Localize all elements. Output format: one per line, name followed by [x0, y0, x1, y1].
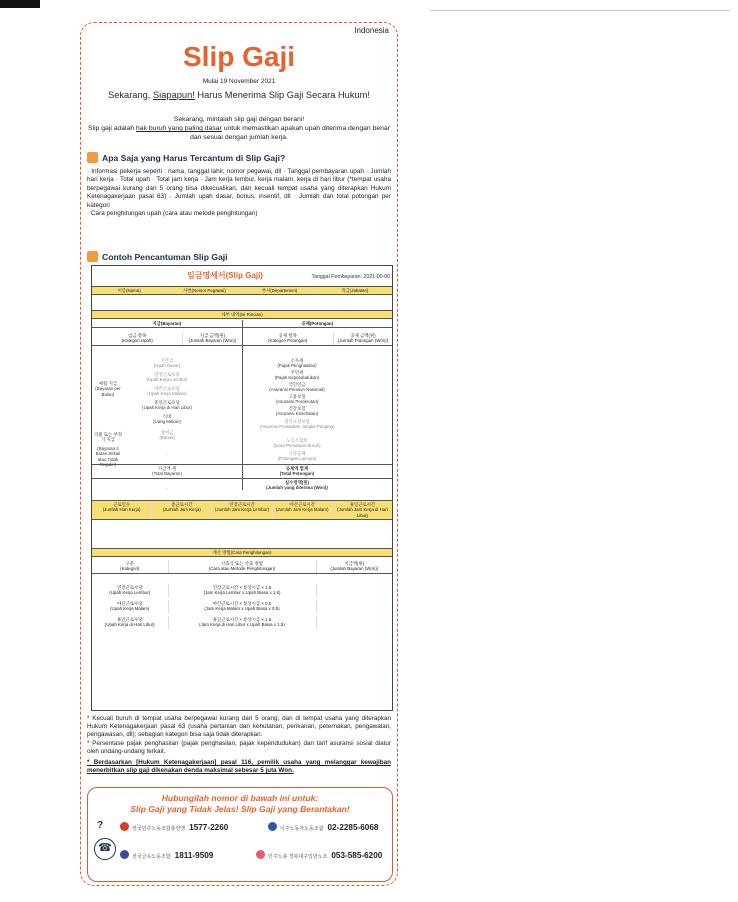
- empty-value: -: [166, 486, 168, 491]
- pay-heading: 지급(Bayaran): [92, 320, 243, 327]
- deduction-item: 고용보험 (Asuransi Perekrutan): [275, 394, 319, 405]
- pay-item: 야간근로수당 (Upah Kerja Malam): [147, 386, 187, 397]
- calc-cell: [317, 584, 393, 597]
- info-cell: 사번(Nomor Pegawai): [167, 287, 242, 294]
- org-name: 전국민주노동조합총연맹: [132, 826, 186, 832]
- calc-cell: [317, 616, 393, 629]
- page-title: Slip Gaji: [182, 41, 296, 72]
- pay-item: 휴일근로수당 (Upah Kerja di Hari Libur): [142, 400, 192, 411]
- deduction-heading: 공제(Potongan): [301, 321, 334, 326]
- union-logo-icon: [120, 850, 129, 859]
- deduction-item: 국민연금 (Asuransi Pensiun Nasional): [269, 382, 325, 393]
- section-heading-example: [87, 251, 228, 262]
- hours-cell: 휴일근로시간 (Jumlah Jam Kerja di Hari Libur): [337, 502, 388, 518]
- hotline-line-1: Hubungilah nomor di bawah ini untuk:: [161, 793, 319, 803]
- divider: [92, 478, 392, 479]
- empty-value: -: [166, 451, 168, 456]
- calc-row: [92, 584, 392, 597]
- deduction-item: 소득세 (Pajak Penghasilan): [277, 358, 317, 369]
- calc-cell: 연장근로시간 × 통상시급 × 1.5 (Jam Kerja Lembur x Upah Biasa x 1.5): [169, 584, 317, 597]
- hours-cell: 총근로시간 (Jumlah Jam Kerja): [152, 501, 212, 519]
- deduction-item: 기타공제 (Potongan Lainnya): [277, 451, 317, 462]
- calc-col: 구분 (Kategori): [92, 560, 169, 573]
- calc-cell: [317, 600, 393, 613]
- intro: [87, 115, 391, 142]
- pay-item: 상여금 (Bonus): [159, 430, 175, 441]
- pay-item: 기본급 (Upah Dasar): [153, 358, 181, 369]
- effective-date: Mulai 19 November 2021: [202, 78, 276, 85]
- hours-row: [92, 500, 392, 520]
- checklist-icon: [87, 152, 98, 163]
- net-pay: 실수령액(원) (Jumlah yang diterima (Won)): [266, 480, 328, 491]
- leaflet: [80, 22, 398, 886]
- example-payslip: [91, 265, 393, 711]
- org-contact: [256, 850, 382, 860]
- intro-pre: Slip gaji adalah: [88, 125, 137, 132]
- calc-heading-row: [92, 548, 392, 557]
- calc-cell: 휴일근로수당 (Upah Kerja di Hari Libur): [92, 616, 169, 629]
- payment-date: Tanggal Pembayaran: 2021-00-00: [311, 274, 390, 280]
- divider: [92, 464, 392, 465]
- hours-cell: 연장근로시간 (Jumlah Jam Kerja Lembur): [212, 501, 272, 519]
- legal-note: * Berdasarkan [Hukum Ketenagakerjaan] pasal 116, pemilik usaha yang melanggar kewajiban menerbitkan slip gaji dikenakan denda maksimal sebesar 5 juta Won.: [87, 759, 391, 775]
- footnote: * Kecuali buruh di tempat usaha berpegawai kurang dari 5 orang, dan di tempat usaha yang diterapkan Hukum Ketenagakerjaan pasal 63 (usaha pertanian dan kehutanan, perikanan, peternakan, pengawalan, pengawasan, dll); sebagian kategori bisa saja tidak diterapkan.: [87, 715, 391, 739]
- intro-post: untuk memastikan apakah upah diterima dengan benar dan sesuai dengan jumlah kerja.: [190, 125, 390, 141]
- hotline-box: [87, 787, 393, 882]
- intro-emphasis: hak buruh yang paling dasar: [136, 125, 222, 132]
- section-heading-contents: [87, 152, 285, 163]
- phone-icon: ☎: [94, 838, 116, 860]
- org-name: 이주노동자노동조합: [280, 826, 324, 832]
- corner-mark: [0, 0, 40, 8]
- language-label: Indonesia: [354, 26, 389, 35]
- org-contact: [120, 822, 228, 832]
- info-row: [92, 286, 392, 295]
- calc-cell: 휴일근로시간 × 통상시급 × 1.5 (Jam Kerja di Hari Libur x Upah Biasa x 1.5): [169, 616, 317, 629]
- calc-col: 지급액(원) (Jumlah Bayaran (Won)): [330, 561, 379, 572]
- info-cell: 이름(Nama): [92, 287, 167, 294]
- pay-item: 식대 (Uang Makan): [153, 414, 181, 425]
- col-head: 지급 금액(원) (Jumlah Bayaran (Won)): [183, 332, 242, 345]
- list-item: · Cara penghitungan upah (cara atau metode penghitungan): [87, 210, 258, 218]
- org-contact: [268, 822, 378, 832]
- org-name: 민주노총 경북대구일반노조: [268, 854, 328, 860]
- irregular-desc: (Bayaran 2 Bulan Sekali atau Tidak: [95, 446, 121, 462]
- total-pay: 지급액 계 (Total Bayaran): [152, 466, 182, 477]
- intro-line-2: [87, 124, 391, 142]
- col-head: 공제 금액(원) (Jumlah Potongan (Won)): [337, 333, 389, 344]
- irregular-label: 격월 또는 부정기 지급: [94, 432, 122, 443]
- hotline-line-2: Slip Gaji yang Tidak Jelas! Slip Gaji yang Berantakan!: [130, 804, 350, 814]
- calc-cell: 야간근로시간 × 통상시급 × 0.5 (Jam Kerja Malam x Upah Biasa x 0.5): [169, 600, 317, 613]
- calc-row: [92, 600, 392, 613]
- org-phone[interactable]: 02-2285-6068: [327, 823, 379, 832]
- payslip-title: 임금명세서(Slip Gaji): [187, 271, 263, 280]
- details-label: 세부 내역(Isi Rincian): [221, 312, 263, 317]
- deduction-item: 주민세 (Pajak Kependudukan): [274, 370, 320, 381]
- top-rule: [430, 10, 730, 11]
- pay-item: 연장근로수당 (Upah Kerja Lembur): [146, 372, 188, 383]
- deduction-item: 노동조합비 (Iuran Persatuan Buruh): [273, 438, 321, 449]
- calc-cell: 연장근로수당 (Upah Kerja Lembur): [92, 584, 169, 597]
- info-cell: 직급(Jabatan): [341, 288, 369, 293]
- col-head: 임금 항목 (Kategori Upah): [92, 332, 183, 345]
- question-icon: ?: [97, 820, 104, 831]
- col-head: 공제 항목 (Kategori Potongan): [243, 332, 334, 345]
- details-row: [92, 310, 392, 319]
- total-deduction: 공제액 합계 (Total Potongan): [279, 466, 315, 477]
- headline: [81, 90, 397, 100]
- union-logo-icon: [268, 822, 277, 831]
- intro-line-1: Sekarang, mintalah slip gaji dengan berani!: [173, 116, 305, 123]
- document-icon: [87, 251, 98, 262]
- org-name: 전국금속노동조합: [132, 854, 171, 860]
- org-phone[interactable]: 1577-2260: [189, 823, 229, 832]
- calc-heading: 계산 방법(Cara Penghitungan): [212, 550, 272, 555]
- deduction-item: 건강보험 (Asuransi Kesehatan): [275, 406, 319, 417]
- section-2-label: Contoh Pencantuman Slip Gaji: [102, 252, 228, 262]
- hours-cell: 근로일수 (Jumlah Hari Kerja): [92, 501, 152, 519]
- org-contact: [120, 850, 213, 860]
- union-logo-icon: [256, 850, 265, 859]
- deduction-item: 장기요양보험 (Asuransi Perawatan Jangka Panjang): [259, 419, 335, 430]
- org-phone[interactable]: 053-585-6200: [331, 851, 383, 860]
- info-cell: 부서(Departemen): [243, 287, 318, 294]
- footnote: * Persentase pajak penghasilan (pajak penghasilan, pajak kependudukan) dan tarif asuransi sosial diatur oleh undang-undang terkait.: [87, 739, 391, 755]
- contents-list: [87, 168, 391, 218]
- union-logo-icon: [120, 822, 129, 831]
- calc-row: [92, 616, 392, 629]
- headline-post: Harus Menerima Slip Gaji Secara Hukum!: [194, 90, 370, 100]
- calc-cell: 야간근로수당 (Upah Kerja Malam): [92, 600, 169, 613]
- footnotes: [87, 715, 391, 775]
- headline-pre: Sekarang,: [108, 90, 153, 100]
- hours-cell: 야간근로시간 (Jumlah Jam Kerja Malam): [273, 501, 333, 519]
- calc-head: [92, 560, 392, 574]
- monthly-label: 매월 지급 (Bayaran per Bulan): [95, 381, 121, 397]
- section-1-label: Apa Saja yang Harus Tercantum di Slip Gaji?: [102, 153, 286, 163]
- headline-emphasis: Siapapun!: [152, 90, 195, 100]
- list-item: · Informasi pekerja seperti : nama, tanggal lahir, nomor pegawai, dll · Tanggal pembayaran upah · Jumlah hari kerja · Total upah · Total jam kerja · Jam kerja lembur, kerja malam, kerja di hari libur (*tempat usaha berpegawai kurang dari 5 orang bisa dikecualikan, dan kecuali tempat usaha yang diterapkan Hukum Ketenagakerjaan pasal 63) · Jumlah upah dasar, bonus, insentif, dll · Jumlah dan total potongan per kategori: [87, 168, 391, 209]
- calc-col: 산출식 또는 산출 방법 (Cara atau Metode Penghitungan): [169, 560, 317, 573]
- org-phone[interactable]: 1811-9509: [174, 851, 214, 860]
